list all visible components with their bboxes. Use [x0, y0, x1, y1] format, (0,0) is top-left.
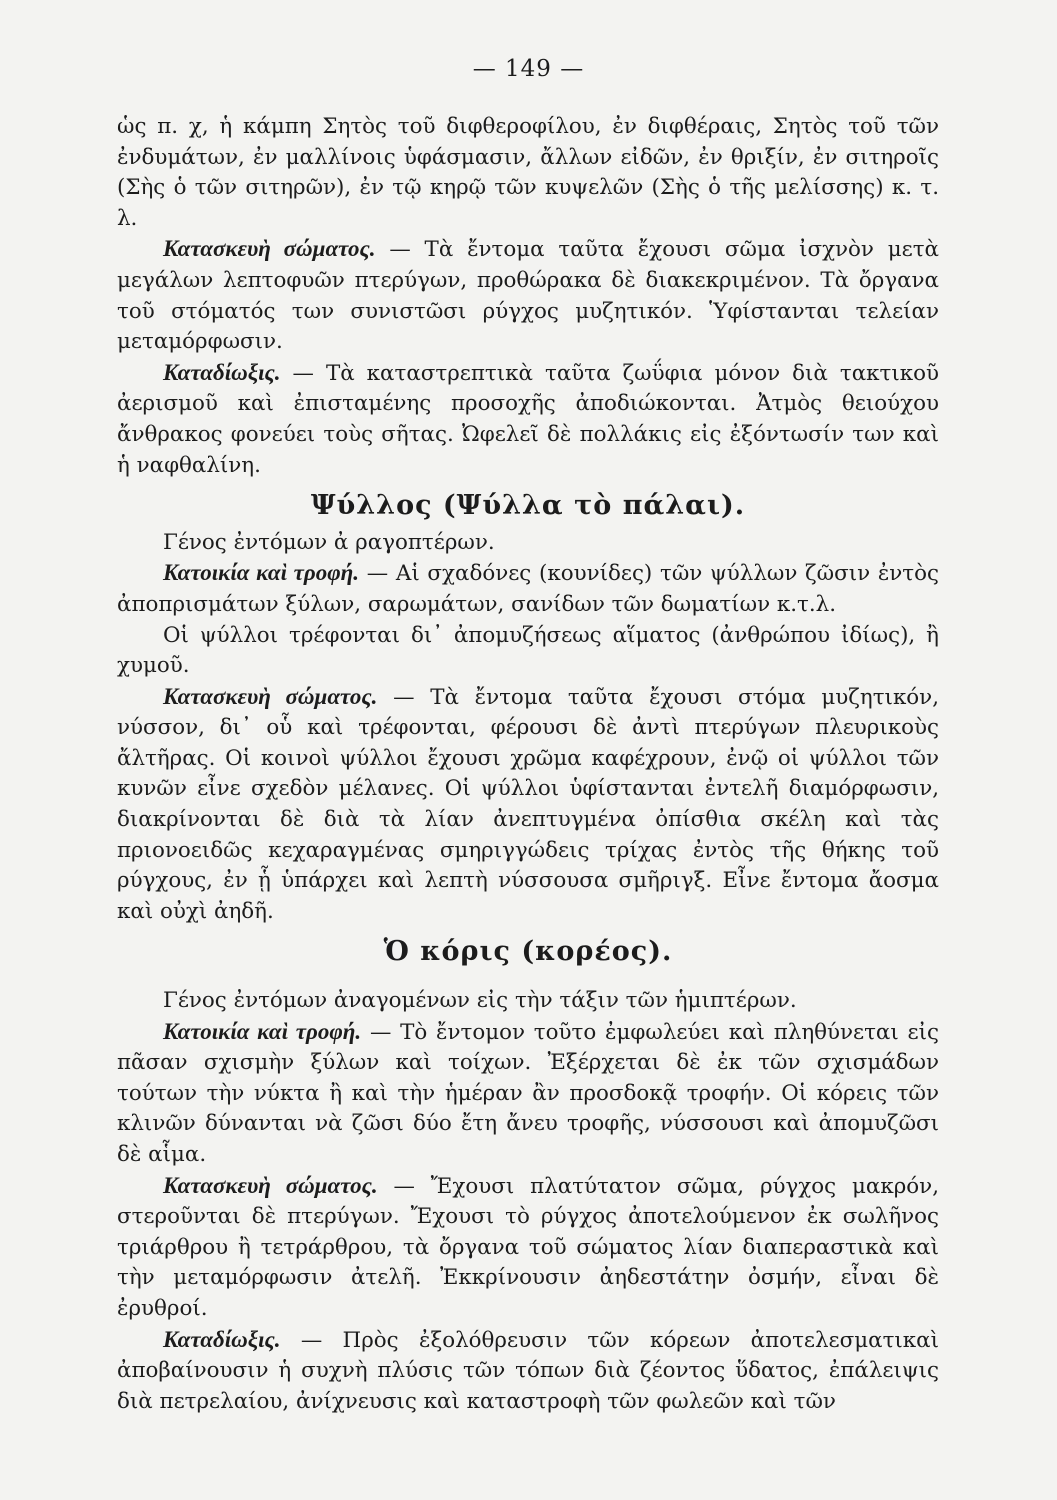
paragraph-text: Οἱ ψύλλοι τρέφονται δι᾽ ἀπομυζήσεως αἵματος (ἀνθρώπου ἰδίως), ἢ χυμοῦ.: [117, 622, 939, 679]
paragraph-habitat: [117, 558, 939, 620]
paragraph-heading: Κατοικία καὶ τροφή.: [163, 560, 360, 586]
section-heading-bedbug: Ὁ κόρις (κορέος).: [383, 936, 673, 968]
paragraph-heading: Κατοικία καὶ τροφή.: [163, 1018, 362, 1044]
page-number: — 149 —: [472, 56, 585, 82]
paragraph-heading: Κατασκευὴ σώματος.: [163, 236, 376, 262]
text-column: [117, 112, 939, 1417]
paragraph-body-structure: [117, 1171, 939, 1325]
paragraph-text: — Τὰ καταστρεπτικὰ ταῦτα ζωΰφια μόνον διὰ τακτικοῦ ἀερισμοῦ καὶ ἐπισταμένης προσοχῆς ἀποδιώκονται. Ἀτμὸς θειούχου ἄνθρακος φονεύει τοὺς σῆτας. Ὠφελεῖ δὲ πολλάκις εἰς ἐξόντωσίν των καὶ ἡ ναφθαλίνη.: [117, 360, 939, 478]
paragraph-body-structure: [117, 234, 939, 357]
paragraph-control: [117, 358, 939, 481]
paragraph-heading: Καταδίωξις.: [163, 359, 281, 385]
paragraph-heading: Κατασκευὴ σώματος.: [163, 1172, 378, 1198]
section-heading-flea: Ψύλλος (Ψύλλα τὸ πάλαι).: [310, 490, 746, 522]
paragraph-continuation: [117, 112, 939, 234]
paragraph-text: — Ἔχουσι πλατύτατον σῶμα, ρύγχος μακρόν, στεροῦνται δὲ πτερύγων. Ἔχουσι τὸ ρύγχος ἀποτελούμενον ἐκ σωλῆνος τριάρθρου ἢ τετράρθρου, τὰ ὄργανα τοῦ σώματος λίαν διαπεραστικὰ καὶ τὴν μεταμόρφωσιν ἀτελῆ. Ἐκκρίνουσιν ἀηδεστάτην ὀσμήν, εἶναι δὲ ἐρυθροί.: [117, 1173, 939, 1321]
paragraph-text: — Τὰ ἔντομα ταῦτα ἔχουσι σῶμα ἰσχνὸν μετὰ μεγάλων λεπτοφυῶν πτερύγων, προθώρακα δὲ διακεκριμένον. Τὰ ὄργανα τοῦ στόματός των συνιστῶσι ρύγχος μυζητικόν. Ὑφίστανται τελείαν μεταμόρφωσιν.: [117, 237, 939, 355]
paragraph-genus: [117, 986, 939, 1017]
paragraph-text: — Πρὸς ἐξολόθρευσιν τῶν κόρεων ἀποτελεσματικαὶ ἀποβαίνουσιν ἡ συχνὴ πλύσις τῶν τόπων διὰ ζέοντος ὕδατος, ἐπάλειψις διὰ πετρελαίου, ἀνίχνευσις καὶ καταστροφὴ τῶν φωλεῶν καὶ τῶν: [117, 1327, 939, 1414]
paragraph-habitat: [117, 1017, 939, 1171]
paragraph-text: — Τὸ ἔντομον τοῦτο ἐμφωλεύει καὶ πληθύνεται εἰς πᾶσαν σχισμὴν ξύλων καὶ τοίχων. Ἐξέρχεται δὲ ἐκ τῶν σχισμάδων τούτων τὴν νύκτα ἢ καὶ τὴν ἡμέραν ἂν προσδοκᾷ τροφήν. Οἱ κόρεις τῶν κλινῶν δύνανται νὰ ζῶσι δύο ἔτη ἄνευ τροφῆς, νύσσουσι καὶ ἀπομυζῶσι δὲ αἷμα.: [117, 1019, 939, 1167]
paragraph-text: Γένος ἐντόμων ἀναγομένων εἰς τὴν τάξιν τῶν ἡμιπτέρων.: [163, 988, 797, 1014]
paragraph-body-structure: [117, 682, 939, 928]
paragraph-text: ὡς π. χ, ἡ κάμπη Σητὸς τοῦ διφθεροφίλου, ἐν διφθέραις, Σητὸς τοῦ τῶν ἐνδυμάτων, ἐν μαλλίνοις ὑφάσμασιν, ἄλλων εἰδῶν, ἐν θριξίν, ἐν σιτηροῖς (Σὴς ὁ τῶν σιτηρῶν), ἐν τῷ κηρῷ τῶν κυψελῶν (Σὴς ὁ τῆς μελίσσης) κ. τ. λ.: [117, 114, 939, 231]
paragraph-heading: Κατασκευὴ σώματος.: [163, 683, 378, 709]
paragraph-text: — Αἱ σχαδόνες (κουνίδες) τῶν ψύλλων ζῶσιν ἐντὸς ἀποπρισμάτων ξύλων, σαρωμάτων, σανίδων τῶν δωματίων κ.τ.λ.: [117, 561, 939, 617]
paragraph-text: Γένος ἐντόμων ἀ ραγοπτέρων.: [163, 529, 495, 555]
paragraph-genus: [117, 528, 939, 559]
paragraph-text: — Τὰ ἔντομα ταῦτα ἔχουσι στόμα μυζητικόν, νύσσον, δι᾽ οὗ καὶ τρέφονται, φέρουσι δὲ ἀντὶ πτερύγων πλευρικοὺς ἄλτῆρας. Οἱ κοινοὶ ψύλλοι ἔχουσι χρῶμα καφέχρουν, ἐνῷ οἱ ψύλλοι τῶν κυνῶν εἶνε σχεδὸν μέλανες. Οἱ ψύλλοι ὑφίστανται ἐντελῆ διαμόρφωσιν, διακρίνονται δὲ διὰ τὰ λίαν ἀνεπτυγμένα ὀπίσθια σκέλη καὶ τὰς πριονοειδῶς κεχαραγμένας σμηριγγώδεις τρίχας ἐντὸς τῆς θήκης τοῦ ρύγχους, ἐν ᾗ ὑπάρχει καὶ λεπτὴ νύσσουσα σμῆριγξ. Εἶνε ἔντομα ἄοσμα καὶ οὐχὶ ἀηδῆ.: [117, 684, 939, 924]
paragraph-control: [117, 1325, 939, 1418]
paragraph-feeding: [117, 621, 939, 682]
paragraph-heading: Καταδίωξις.: [163, 1326, 281, 1352]
